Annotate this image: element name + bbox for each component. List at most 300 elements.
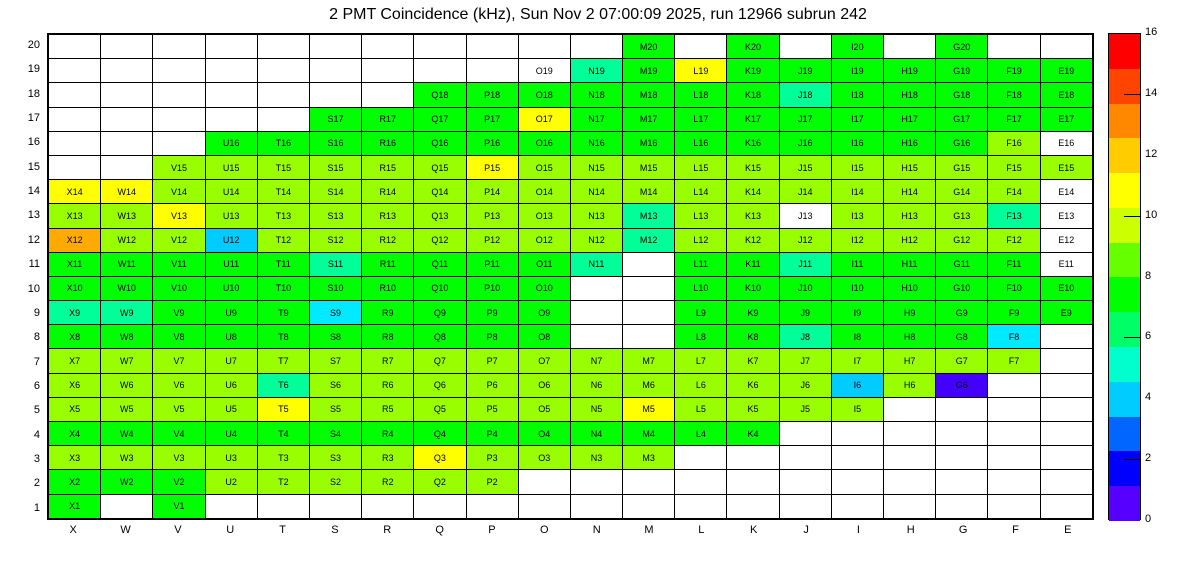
heatmap-cell[interactable]: X11 bbox=[49, 252, 101, 276]
heatmap-cell[interactable]: Q10 bbox=[414, 276, 466, 300]
heatmap-cell[interactable] bbox=[623, 276, 675, 300]
heatmap-cell[interactable]: L15 bbox=[675, 155, 727, 179]
heatmap-cell[interactable]: Q4 bbox=[414, 422, 466, 446]
heatmap-cell[interactable]: O6 bbox=[518, 373, 570, 397]
heatmap-cell[interactable] bbox=[153, 59, 205, 83]
heatmap-cell[interactable] bbox=[779, 422, 831, 446]
heatmap-cell[interactable]: O13 bbox=[518, 204, 570, 228]
heatmap-cell[interactable]: I17 bbox=[831, 107, 883, 131]
heatmap-cell[interactable]: S4 bbox=[309, 422, 361, 446]
heatmap-cell[interactable]: V5 bbox=[153, 397, 205, 421]
heatmap-cell[interactable]: K10 bbox=[727, 276, 779, 300]
heatmap-cell[interactable]: P12 bbox=[466, 228, 518, 252]
heatmap-cell[interactable]: T14 bbox=[257, 180, 309, 204]
heatmap-cell[interactable]: I9 bbox=[831, 301, 883, 325]
heatmap-cell[interactable] bbox=[988, 397, 1040, 421]
heatmap-cell[interactable] bbox=[518, 470, 570, 494]
heatmap-cell[interactable]: V6 bbox=[153, 373, 205, 397]
heatmap-cell[interactable]: O18 bbox=[518, 83, 570, 107]
heatmap-cell[interactable]: V9 bbox=[153, 301, 205, 325]
heatmap-cell[interactable]: G12 bbox=[936, 228, 988, 252]
heatmap-cell[interactable]: Q12 bbox=[414, 228, 466, 252]
heatmap-cell[interactable]: U10 bbox=[205, 276, 257, 300]
heatmap-cell[interactable]: F10 bbox=[988, 276, 1040, 300]
heatmap-cell[interactable]: I15 bbox=[831, 155, 883, 179]
heatmap-cell[interactable]: X1 bbox=[49, 494, 101, 518]
heatmap-cell[interactable]: R3 bbox=[362, 446, 414, 470]
heatmap-cell[interactable]: M4 bbox=[623, 422, 675, 446]
heatmap-cell[interactable] bbox=[205, 35, 257, 59]
heatmap-cell[interactable]: G16 bbox=[936, 131, 988, 155]
heatmap-cell[interactable]: O16 bbox=[518, 131, 570, 155]
heatmap-cell[interactable] bbox=[936, 422, 988, 446]
heatmap-cell[interactable] bbox=[362, 35, 414, 59]
heatmap-cell[interactable]: E12 bbox=[1040, 228, 1092, 252]
heatmap-cell[interactable] bbox=[988, 470, 1040, 494]
heatmap-cell[interactable]: H17 bbox=[884, 107, 936, 131]
heatmap-cell[interactable] bbox=[779, 470, 831, 494]
heatmap-cell[interactable]: I7 bbox=[831, 349, 883, 373]
heatmap-cell[interactable]: H8 bbox=[884, 325, 936, 349]
heatmap-cell[interactable]: Q15 bbox=[414, 155, 466, 179]
heatmap-cell[interactable]: H13 bbox=[884, 204, 936, 228]
heatmap-cell[interactable] bbox=[205, 494, 257, 518]
heatmap-cell[interactable]: I20 bbox=[831, 35, 883, 59]
heatmap-cell[interactable]: J14 bbox=[779, 180, 831, 204]
heatmap-cell[interactable]: P6 bbox=[466, 373, 518, 397]
heatmap-cell[interactable]: J19 bbox=[779, 59, 831, 83]
heatmap-cell[interactable]: V4 bbox=[153, 422, 205, 446]
heatmap-cell[interactable]: O3 bbox=[518, 446, 570, 470]
heatmap-cell[interactable]: K14 bbox=[727, 180, 779, 204]
heatmap-cell[interactable] bbox=[570, 301, 622, 325]
heatmap-cell[interactable]: N5 bbox=[570, 397, 622, 421]
heatmap-cell[interactable] bbox=[309, 494, 361, 518]
heatmap-cell[interactable]: N14 bbox=[570, 180, 622, 204]
heatmap-cell[interactable]: P4 bbox=[466, 422, 518, 446]
heatmap-cell[interactable]: R11 bbox=[362, 252, 414, 276]
heatmap-cell[interactable] bbox=[884, 494, 936, 518]
heatmap-cell[interactable]: F13 bbox=[988, 204, 1040, 228]
heatmap-cell[interactable]: G8 bbox=[936, 325, 988, 349]
heatmap-cell[interactable]: P3 bbox=[466, 446, 518, 470]
heatmap-cell[interactable]: W12 bbox=[101, 228, 153, 252]
heatmap-cell[interactable]: I8 bbox=[831, 325, 883, 349]
heatmap-cell[interactable] bbox=[414, 59, 466, 83]
heatmap-cell[interactable]: S12 bbox=[309, 228, 361, 252]
heatmap-cell[interactable]: W6 bbox=[101, 373, 153, 397]
heatmap-cell[interactable]: K16 bbox=[727, 131, 779, 155]
heatmap-cell[interactable] bbox=[1040, 494, 1092, 518]
heatmap-cell[interactable] bbox=[362, 59, 414, 83]
heatmap-cell[interactable]: O14 bbox=[518, 180, 570, 204]
heatmap-cell[interactable]: S9 bbox=[309, 301, 361, 325]
heatmap-cell[interactable] bbox=[466, 494, 518, 518]
heatmap-cell[interactable]: J11 bbox=[779, 252, 831, 276]
heatmap-cell[interactable] bbox=[1040, 422, 1092, 446]
heatmap-cell[interactable]: E16 bbox=[1040, 131, 1092, 155]
heatmap-cell[interactable] bbox=[988, 373, 1040, 397]
heatmap-cell[interactable]: T16 bbox=[257, 131, 309, 155]
heatmap-cell[interactable]: H6 bbox=[884, 373, 936, 397]
heatmap-cell[interactable]: O4 bbox=[518, 422, 570, 446]
heatmap-cell[interactable]: P8 bbox=[466, 325, 518, 349]
heatmap-cell[interactable] bbox=[257, 494, 309, 518]
heatmap-cell[interactable] bbox=[1040, 325, 1092, 349]
heatmap-cell[interactable]: V3 bbox=[153, 446, 205, 470]
heatmap-cell[interactable]: W9 bbox=[101, 301, 153, 325]
heatmap-cell[interactable] bbox=[884, 446, 936, 470]
heatmap-cell[interactable]: Q18 bbox=[414, 83, 466, 107]
heatmap-cell[interactable] bbox=[623, 301, 675, 325]
heatmap-cell[interactable]: M19 bbox=[623, 59, 675, 83]
heatmap-cell[interactable]: V12 bbox=[153, 228, 205, 252]
heatmap-cell[interactable]: L11 bbox=[675, 252, 727, 276]
heatmap-cell[interactable]: X5 bbox=[49, 397, 101, 421]
heatmap-cell[interactable]: W3 bbox=[101, 446, 153, 470]
heatmap-cell[interactable]: L6 bbox=[675, 373, 727, 397]
heatmap-cell[interactable]: I13 bbox=[831, 204, 883, 228]
heatmap-cell[interactable]: N6 bbox=[570, 373, 622, 397]
heatmap-cell[interactable]: R9 bbox=[362, 301, 414, 325]
heatmap-cell[interactable]: J17 bbox=[779, 107, 831, 131]
heatmap-cell[interactable]: O17 bbox=[518, 107, 570, 131]
heatmap-cell[interactable]: E19 bbox=[1040, 59, 1092, 83]
heatmap-cell[interactable] bbox=[570, 494, 622, 518]
heatmap-cell[interactable] bbox=[414, 35, 466, 59]
heatmap-cell[interactable]: W11 bbox=[101, 252, 153, 276]
heatmap-cell[interactable] bbox=[831, 470, 883, 494]
heatmap-cell[interactable]: N18 bbox=[570, 83, 622, 107]
heatmap-cell[interactable]: P17 bbox=[466, 107, 518, 131]
heatmap-cell[interactable]: S2 bbox=[309, 470, 361, 494]
heatmap-cell[interactable] bbox=[988, 446, 1040, 470]
heatmap-cell[interactable] bbox=[623, 325, 675, 349]
heatmap-cell[interactable]: T11 bbox=[257, 252, 309, 276]
heatmap-cell[interactable]: X2 bbox=[49, 470, 101, 494]
heatmap-cell[interactable]: O10 bbox=[518, 276, 570, 300]
heatmap-cell[interactable]: G19 bbox=[936, 59, 988, 83]
heatmap-cell[interactable]: M5 bbox=[623, 397, 675, 421]
heatmap-cell[interactable]: E15 bbox=[1040, 155, 1092, 179]
heatmap-cell[interactable]: S15 bbox=[309, 155, 361, 179]
heatmap-cell[interactable] bbox=[779, 494, 831, 518]
heatmap-cell[interactable] bbox=[1040, 470, 1092, 494]
heatmap-cell[interactable]: F9 bbox=[988, 301, 1040, 325]
heatmap-cell[interactable]: Q11 bbox=[414, 252, 466, 276]
heatmap-cell[interactable]: L18 bbox=[675, 83, 727, 107]
heatmap-cell[interactable]: U5 bbox=[205, 397, 257, 421]
heatmap-cell[interactable]: Q3 bbox=[414, 446, 466, 470]
heatmap-cell[interactable]: N3 bbox=[570, 446, 622, 470]
heatmap-cell[interactable]: S10 bbox=[309, 276, 361, 300]
heatmap-cell[interactable]: K19 bbox=[727, 59, 779, 83]
heatmap-cell[interactable]: N16 bbox=[570, 131, 622, 155]
heatmap-cell[interactable]: R15 bbox=[362, 155, 414, 179]
heatmap-cell[interactable]: G20 bbox=[936, 35, 988, 59]
heatmap-cell[interactable]: S11 bbox=[309, 252, 361, 276]
heatmap-cell[interactable]: F18 bbox=[988, 83, 1040, 107]
heatmap-cell[interactable]: G9 bbox=[936, 301, 988, 325]
heatmap-cell[interactable]: S7 bbox=[309, 349, 361, 373]
heatmap-cell[interactable] bbox=[101, 107, 153, 131]
heatmap-cell[interactable]: N17 bbox=[570, 107, 622, 131]
heatmap-cell[interactable]: M15 bbox=[623, 155, 675, 179]
heatmap-cell[interactable]: O9 bbox=[518, 301, 570, 325]
heatmap-cell[interactable]: M6 bbox=[623, 373, 675, 397]
heatmap-cell[interactable]: Q13 bbox=[414, 204, 466, 228]
heatmap-cell[interactable]: U16 bbox=[205, 131, 257, 155]
heatmap-cell[interactable]: H9 bbox=[884, 301, 936, 325]
heatmap-cell[interactable] bbox=[727, 446, 779, 470]
heatmap-cell[interactable]: T10 bbox=[257, 276, 309, 300]
heatmap-cell[interactable] bbox=[623, 252, 675, 276]
heatmap-cell[interactable]: H16 bbox=[884, 131, 936, 155]
heatmap-cell[interactable]: X13 bbox=[49, 204, 101, 228]
heatmap-cell[interactable] bbox=[988, 494, 1040, 518]
heatmap-cell[interactable]: T15 bbox=[257, 155, 309, 179]
heatmap-cell[interactable] bbox=[257, 59, 309, 83]
heatmap-cell[interactable]: U4 bbox=[205, 422, 257, 446]
heatmap-cell[interactable] bbox=[101, 83, 153, 107]
heatmap-cell[interactable]: H14 bbox=[884, 180, 936, 204]
heatmap-cell[interactable]: M20 bbox=[623, 35, 675, 59]
heatmap-cell[interactable]: V14 bbox=[153, 180, 205, 204]
heatmap-cell[interactable]: K12 bbox=[727, 228, 779, 252]
heatmap-cell[interactable]: O19 bbox=[518, 59, 570, 83]
heatmap-cell[interactable]: L7 bbox=[675, 349, 727, 373]
heatmap-cell[interactable]: H10 bbox=[884, 276, 936, 300]
heatmap-cell[interactable]: T9 bbox=[257, 301, 309, 325]
heatmap-cell[interactable]: X8 bbox=[49, 325, 101, 349]
heatmap-cell[interactable]: M17 bbox=[623, 107, 675, 131]
heatmap-cell[interactable]: I5 bbox=[831, 397, 883, 421]
heatmap-cell[interactable] bbox=[362, 494, 414, 518]
heatmap-cell[interactable]: T4 bbox=[257, 422, 309, 446]
heatmap-cell[interactable]: S17 bbox=[309, 107, 361, 131]
heatmap-cell[interactable]: M16 bbox=[623, 131, 675, 155]
heatmap-cell[interactable]: O15 bbox=[518, 155, 570, 179]
heatmap-cell[interactable] bbox=[414, 494, 466, 518]
heatmap-cell[interactable]: K9 bbox=[727, 301, 779, 325]
heatmap-cell[interactable]: E18 bbox=[1040, 83, 1092, 107]
heatmap-cell[interactable]: O8 bbox=[518, 325, 570, 349]
heatmap-cell[interactable]: F7 bbox=[988, 349, 1040, 373]
heatmap-cell[interactable]: I12 bbox=[831, 228, 883, 252]
heatmap-cell[interactable]: K11 bbox=[727, 252, 779, 276]
heatmap-cell[interactable] bbox=[205, 59, 257, 83]
heatmap-cell[interactable] bbox=[1040, 35, 1092, 59]
heatmap-cell[interactable]: E13 bbox=[1040, 204, 1092, 228]
heatmap-cell[interactable]: V7 bbox=[153, 349, 205, 373]
heatmap-cell[interactable] bbox=[49, 83, 101, 107]
heatmap-cell[interactable]: N19 bbox=[570, 59, 622, 83]
heatmap-cell[interactable]: Q5 bbox=[414, 397, 466, 421]
heatmap-cell[interactable]: P15 bbox=[466, 155, 518, 179]
heatmap-cell[interactable]: X3 bbox=[49, 446, 101, 470]
heatmap-cell[interactable]: W8 bbox=[101, 325, 153, 349]
heatmap-cell[interactable]: P10 bbox=[466, 276, 518, 300]
heatmap-cell[interactable] bbox=[257, 35, 309, 59]
heatmap-cell[interactable]: I19 bbox=[831, 59, 883, 83]
heatmap-cell[interactable]: Q16 bbox=[414, 131, 466, 155]
heatmap-cell[interactable] bbox=[153, 107, 205, 131]
heatmap-cell[interactable]: F19 bbox=[988, 59, 1040, 83]
heatmap-cell[interactable]: J10 bbox=[779, 276, 831, 300]
heatmap-cell[interactable]: J15 bbox=[779, 155, 831, 179]
heatmap-cell[interactable] bbox=[466, 59, 518, 83]
heatmap-cell[interactable]: U15 bbox=[205, 155, 257, 179]
heatmap-cell[interactable]: W7 bbox=[101, 349, 153, 373]
heatmap-cell[interactable]: P16 bbox=[466, 131, 518, 155]
heatmap-cell[interactable] bbox=[675, 470, 727, 494]
heatmap-cell[interactable]: U7 bbox=[205, 349, 257, 373]
heatmap-cell[interactable] bbox=[101, 131, 153, 155]
heatmap-cell[interactable] bbox=[623, 470, 675, 494]
heatmap-cell[interactable]: V13 bbox=[153, 204, 205, 228]
heatmap-cell[interactable] bbox=[1040, 373, 1092, 397]
heatmap-cell[interactable]: G7 bbox=[936, 349, 988, 373]
heatmap-cell[interactable]: W5 bbox=[101, 397, 153, 421]
heatmap-cell[interactable]: N4 bbox=[570, 422, 622, 446]
heatmap-cell[interactable]: E14 bbox=[1040, 180, 1092, 204]
heatmap-cell[interactable]: H19 bbox=[884, 59, 936, 83]
heatmap-cell[interactable]: N13 bbox=[570, 204, 622, 228]
heatmap-cell[interactable]: G11 bbox=[936, 252, 988, 276]
heatmap-cell[interactable]: P13 bbox=[466, 204, 518, 228]
heatmap-cell[interactable]: J12 bbox=[779, 228, 831, 252]
heatmap-cell[interactable]: W2 bbox=[101, 470, 153, 494]
heatmap-cell[interactable]: L5 bbox=[675, 397, 727, 421]
heatmap-cell[interactable]: E10 bbox=[1040, 276, 1092, 300]
heatmap-cell[interactable]: K20 bbox=[727, 35, 779, 59]
heatmap-cell[interactable]: J16 bbox=[779, 131, 831, 155]
heatmap-cell[interactable]: P2 bbox=[466, 470, 518, 494]
heatmap-cell[interactable] bbox=[205, 83, 257, 107]
heatmap-cell[interactable]: O12 bbox=[518, 228, 570, 252]
heatmap-cell[interactable]: R8 bbox=[362, 325, 414, 349]
heatmap-cell[interactable]: P11 bbox=[466, 252, 518, 276]
heatmap-cell[interactable]: W14 bbox=[101, 180, 153, 204]
heatmap-cell[interactable] bbox=[1040, 349, 1092, 373]
heatmap-cell[interactable]: K5 bbox=[727, 397, 779, 421]
heatmap-cell[interactable]: R2 bbox=[362, 470, 414, 494]
heatmap-cell[interactable] bbox=[936, 470, 988, 494]
heatmap-cell[interactable]: R10 bbox=[362, 276, 414, 300]
heatmap-cell[interactable] bbox=[675, 494, 727, 518]
heatmap-cell[interactable] bbox=[936, 397, 988, 421]
heatmap-cell[interactable] bbox=[727, 494, 779, 518]
heatmap-cell[interactable]: H15 bbox=[884, 155, 936, 179]
heatmap-cell[interactable]: E11 bbox=[1040, 252, 1092, 276]
heatmap-cell[interactable]: Q6 bbox=[414, 373, 466, 397]
heatmap-cell[interactable]: H12 bbox=[884, 228, 936, 252]
heatmap-cell[interactable]: Q17 bbox=[414, 107, 466, 131]
heatmap-cell[interactable] bbox=[570, 276, 622, 300]
heatmap-cell[interactable]: L13 bbox=[675, 204, 727, 228]
heatmap-cell[interactable] bbox=[570, 325, 622, 349]
heatmap-cell[interactable] bbox=[884, 35, 936, 59]
heatmap-cell[interactable]: T6 bbox=[257, 373, 309, 397]
heatmap-cell[interactable] bbox=[570, 35, 622, 59]
heatmap-cell[interactable]: Q14 bbox=[414, 180, 466, 204]
heatmap-cell[interactable]: P18 bbox=[466, 83, 518, 107]
heatmap-cell[interactable]: H7 bbox=[884, 349, 936, 373]
heatmap-cell[interactable]: M7 bbox=[623, 349, 675, 373]
heatmap-cell[interactable]: K13 bbox=[727, 204, 779, 228]
heatmap-cell[interactable]: T3 bbox=[257, 446, 309, 470]
heatmap-cell[interactable]: G17 bbox=[936, 107, 988, 131]
heatmap-cell[interactable] bbox=[49, 35, 101, 59]
heatmap-cell[interactable]: S5 bbox=[309, 397, 361, 421]
heatmap-cell[interactable] bbox=[831, 446, 883, 470]
heatmap-cell[interactable]: M18 bbox=[623, 83, 675, 107]
heatmap-cell[interactable] bbox=[570, 470, 622, 494]
heatmap-cell[interactable] bbox=[884, 470, 936, 494]
heatmap-cell[interactable] bbox=[49, 155, 101, 179]
heatmap-cell[interactable]: J6 bbox=[779, 373, 831, 397]
heatmap-cell[interactable]: N11 bbox=[570, 252, 622, 276]
heatmap-cell[interactable]: X9 bbox=[49, 301, 101, 325]
heatmap-cell[interactable]: K4 bbox=[727, 422, 779, 446]
heatmap-cell[interactable] bbox=[257, 83, 309, 107]
heatmap-cell[interactable] bbox=[884, 397, 936, 421]
heatmap-cell[interactable]: U3 bbox=[205, 446, 257, 470]
heatmap-cell[interactable]: S6 bbox=[309, 373, 361, 397]
heatmap-cell[interactable]: W4 bbox=[101, 422, 153, 446]
heatmap-cell[interactable]: X10 bbox=[49, 276, 101, 300]
heatmap-cell[interactable]: T5 bbox=[257, 397, 309, 421]
heatmap-cell[interactable]: O5 bbox=[518, 397, 570, 421]
heatmap-cell[interactable] bbox=[623, 494, 675, 518]
heatmap-cell[interactable] bbox=[727, 470, 779, 494]
heatmap-cell[interactable] bbox=[101, 155, 153, 179]
heatmap-cell[interactable]: K7 bbox=[727, 349, 779, 373]
heatmap-cell[interactable] bbox=[309, 35, 361, 59]
heatmap-cell[interactable]: J7 bbox=[779, 349, 831, 373]
heatmap-cell[interactable]: U13 bbox=[205, 204, 257, 228]
heatmap-cell[interactable]: F11 bbox=[988, 252, 1040, 276]
heatmap-cell[interactable]: G18 bbox=[936, 83, 988, 107]
heatmap-cell[interactable] bbox=[779, 446, 831, 470]
heatmap-cell[interactable]: R7 bbox=[362, 349, 414, 373]
heatmap-cell[interactable]: P14 bbox=[466, 180, 518, 204]
heatmap-cell[interactable]: H18 bbox=[884, 83, 936, 107]
heatmap-cell[interactable]: F16 bbox=[988, 131, 1040, 155]
heatmap-cell[interactable] bbox=[153, 131, 205, 155]
heatmap-cell[interactable] bbox=[101, 494, 153, 518]
heatmap-cell[interactable] bbox=[101, 59, 153, 83]
heatmap-cell[interactable]: X6 bbox=[49, 373, 101, 397]
heatmap-cell[interactable]: I16 bbox=[831, 131, 883, 155]
heatmap-cell[interactable]: Q8 bbox=[414, 325, 466, 349]
heatmap-cell[interactable]: P7 bbox=[466, 349, 518, 373]
heatmap-cell[interactable]: S3 bbox=[309, 446, 361, 470]
heatmap-cell[interactable] bbox=[675, 35, 727, 59]
heatmap-cell[interactable]: R4 bbox=[362, 422, 414, 446]
heatmap-cell[interactable] bbox=[309, 59, 361, 83]
heatmap-cell[interactable]: R12 bbox=[362, 228, 414, 252]
heatmap-cell[interactable]: R6 bbox=[362, 373, 414, 397]
heatmap-cell[interactable]: M3 bbox=[623, 446, 675, 470]
heatmap-cell[interactable]: T8 bbox=[257, 325, 309, 349]
heatmap-cell[interactable]: X4 bbox=[49, 422, 101, 446]
heatmap-cell[interactable]: K18 bbox=[727, 83, 779, 107]
heatmap-cell[interactable] bbox=[988, 35, 1040, 59]
heatmap-cell[interactable]: U11 bbox=[205, 252, 257, 276]
heatmap-cell[interactable] bbox=[257, 107, 309, 131]
heatmap-cell[interactable]: V2 bbox=[153, 470, 205, 494]
